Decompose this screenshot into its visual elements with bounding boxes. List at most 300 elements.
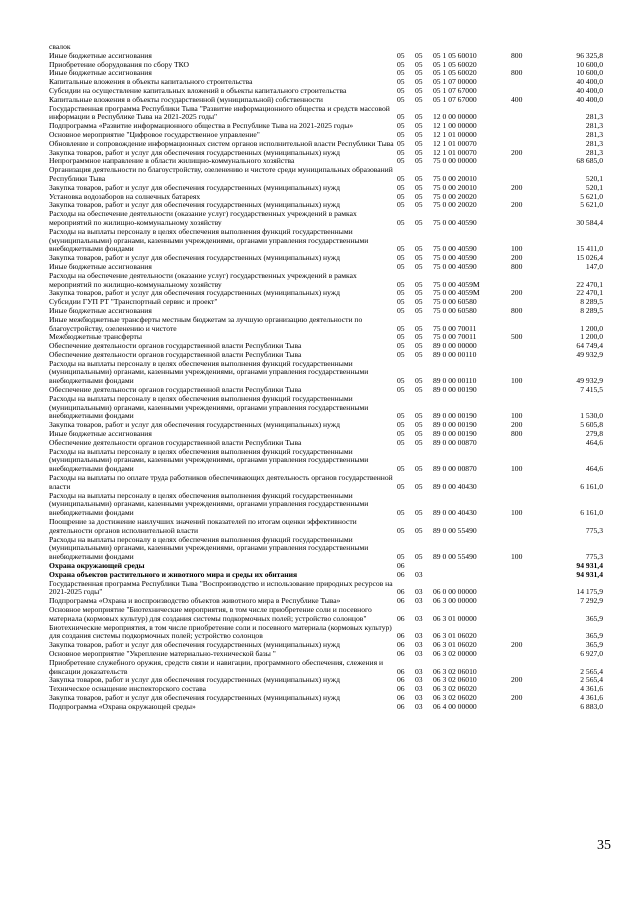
table-row [49,624,605,642]
row-name: Капитальные вложения в объекты капитального строительства [49,77,253,87]
row-amount: 1 200,0 [580,332,603,342]
row-section-code: 05 [397,279,405,289]
row-target-article-code: 05 1 05 60020 [433,68,477,78]
row-expense-type-code: 200 [511,692,523,702]
row-section-code: 05 [397,173,405,183]
row-section-code: 05 [397,261,405,271]
row-subsection-code: 03 [415,631,423,641]
row-target-article-code: 75 0 00 40590 [433,217,477,227]
row-name: Расходы на выплаты персоналу в целях обеспечения выполнения функций государственными (муниципальными) органами, казенными учреждениями, органами управления государственными внебюджетными фондами [49,490,369,518]
table-row [49,703,605,712]
row-amount: 68 685,0 [576,156,603,166]
row-name: Охрана окружающей среды [49,561,145,571]
row-expense-type-code: 200 [511,420,523,430]
row-section-code: 05 [397,323,405,333]
row-subsection-code: 05 [415,50,423,60]
row-section-code: 05 [397,147,405,157]
row-subsection-code: 05 [415,437,423,447]
row-subsection-code: 05 [415,112,423,122]
row-amount: 40 400,0 [576,77,603,87]
row-subsection-code: 05 [415,200,423,210]
table-row [49,166,605,184]
row-subsection-code: 03 [415,648,423,658]
row-expense-type-code: 400 [511,94,523,104]
row-name: Субсидии на осуществление капитальных вложений в объекты капитального строительства [49,85,347,95]
row-name: Закупка товаров, работ и услуг для обеспечения государственных (муниципальных) нужд [49,640,340,650]
row-expense-type-code: 100 [511,552,523,562]
row-section-code: 06 [397,684,405,694]
table-row [49,492,605,518]
row-section-code: 05 [397,420,405,430]
row-subsection-code: 05 [415,138,423,148]
table-row [49,105,605,123]
row-name: Государственная программа Республики Тыва "Воспроизводство и использование природных ресурсов на 2021-2025 годы" [49,578,393,597]
row-subsection-code: 05 [415,464,423,474]
row-name: Закупка товаров, работ и услуг для обеспечения государственных (муниципальных) нужд [49,182,340,192]
row-name: Поощрение за достижение наилучших значений показателей по итогам оценки эффективности деятельности органов исполнительной власти [49,517,357,535]
row-expense-type-code: 100 [511,508,523,518]
row-target-article-code: 75 0 00 20010 [433,173,477,183]
row-amount: 520,1 [585,182,603,192]
row-subsection-code: 05 [415,147,423,157]
row-expense-type-code: 800 [511,261,523,271]
row-section-code: 05 [397,77,405,87]
row-name: Закупка товаров, работ и услуг для обеспечения государственных (муниципальных) нужд [49,288,340,298]
row-name: Расходы на обеспечение деятельности (оказание услуг) государственных учреждений в рамках мероприятий по жилищно-коммунальному хозяйству [49,270,357,289]
row-section-code: 05 [397,349,405,359]
row-target-article-code: 89 0 00 00000 [433,341,477,351]
row-target-article-code: 06 4 00 00000 [433,701,477,711]
row-subsection-code: 03 [415,701,423,711]
row-target-article-code: 89 0 00 00870 [433,437,477,447]
row-target-article-code: 89 0 00 00190 [433,385,477,395]
row-target-article-code: 05 1 05 60020 [433,59,477,69]
row-name: Организация деятельности по благоустройству, озеленению и чистоте среди муниципальных образований Республики Тыва [49,165,393,183]
row-target-article-code: 12 1 01 00000 [433,129,477,139]
row-subsection-code: 05 [415,59,423,69]
row-target-article-code: 75 0 00 40590 [433,244,477,254]
row-amount: 365,9 [585,613,603,623]
row-target-article-code: 06 3 01 06020 [433,631,477,641]
row-expense-type-code: 200 [511,675,523,685]
row-amount: 464,6 [585,437,603,447]
row-name: Обновление и сопровождение информационных систем органов исполнительной власти Республики Тыва [49,138,394,148]
row-section-code: 06 [397,613,405,623]
row-target-article-code: 89 0 00 55490 [433,552,477,562]
row-amount: 64 749,4 [576,341,603,351]
row-target-article-code: 75 0 00 40590 [433,261,477,271]
row-section-code: 05 [397,508,405,518]
row-amount: 8 289,5 [580,297,603,307]
row-amount: 281,3 [585,129,603,139]
row-target-article-code: 75 0 00 40590 [433,253,477,263]
row-section-code: 05 [397,288,405,298]
table-row [49,228,605,254]
row-amount: 281,3 [585,147,603,157]
row-section-code: 05 [397,332,405,342]
row-name: Расходы на обеспечение деятельности (оказание услуг) государственных учреждений в рамках мероприятий по жилищно-коммунальному хозяйству [49,209,357,227]
row-name: Капитальные вложения в объекты государственной (муниципальной) собственности [49,94,323,104]
row-section-code: 06 [397,648,405,658]
row-amount: 147,0 [585,261,603,271]
row-expense-type-code: 800 [511,50,523,60]
row-amount: 4 361,6 [580,692,603,702]
row-target-article-code: 75 0 00 4059М [433,279,480,289]
row-name: Непрограммное направление в области жилищно-коммунального хозяйства [49,156,295,166]
row-subsection-code: 03 [415,640,423,650]
row-target-article-code: 89 0 00 00190 [433,429,477,439]
row-name: Обеспечение деятельности органов государственной власти Республики Тыва [49,437,302,447]
row-section-code: 05 [397,525,405,535]
row-name: Иные бюджетные ассигнования [49,261,152,271]
row-amount: 2 565,4 [580,666,603,676]
row-name: Закупка товаров, работ и услуг для обеспечения государственных (муниципальных) нужд [49,253,340,263]
row-expense-type-code: 800 [511,429,523,439]
row-amount: 1 530,0 [580,411,603,421]
row-amount: 5 621,0 [580,200,603,210]
row-subsection-code: 05 [415,68,423,78]
row-subsection-code: 05 [415,552,423,562]
row-section-code: 06 [397,692,405,702]
row-subsection-code: 05 [415,323,423,333]
row-name: Биотехнические мероприятия, в том числе приобретение соли и посевного материала (кормовых культур) для создания системы подкормочных полей; устройство солонцов [49,622,392,641]
row-subsection-code: 05 [415,129,423,139]
row-section-code: 06 [397,569,405,579]
row-name: Закупка товаров, работ и услуг для обеспечения государственных (муниципальных) нужд [49,420,340,430]
row-section-code: 06 [397,640,405,650]
row-target-article-code: 89 0 00 00870 [433,464,477,474]
row-section-code: 05 [397,129,405,139]
row-target-article-code: 05 1 07 00000 [433,77,477,87]
row-amount: 6 883,0 [580,701,603,711]
row-section-code: 05 [397,305,405,315]
row-subsection-code: 05 [415,376,423,386]
row-name: Иные бюджетные ассигнования [49,50,152,60]
budget-table [49,43,605,712]
row-subsection-code: 05 [415,332,423,342]
row-section-code: 05 [397,297,405,307]
row-name: Государственная программа Республики Тыва "Развитие информационного общества и средств массовой информации в Республике Тыва на 2021-2025 годы" [49,103,390,122]
row-name: Основное мероприятие "Укрепление материально-технической базы " [49,648,276,658]
row-subsection-code: 05 [415,349,423,359]
row-section-code: 05 [397,253,405,263]
row-target-article-code: 06 3 02 06020 [433,692,477,702]
row-name: Техническое оснащение инспекторского состава [49,684,206,694]
row-name: Иные межбюджетные трансферты местным бюджетам за лучшую организацию деятельности по благоустройству, озеленению и чистоте [49,314,363,333]
row-subsection-code: 05 [415,279,423,289]
row-subsection-code: 05 [415,341,423,351]
row-amount: 10 600,0 [576,68,603,78]
row-section-code: 05 [397,341,405,351]
row-subsection-code: 05 [415,508,423,518]
row-name: Основное мероприятие "Биотехнические мероприятия, в том числе приобретение соли и посевного материала (кормовых культур) для создания системы подкормочных полей; устройство солонцов" [49,605,372,623]
row-expense-type-code: 100 [511,376,523,386]
row-amount: 94 931,4 [576,561,603,571]
row-subsection-code: 03 [415,666,423,676]
row-target-article-code: 06 3 02 06020 [433,684,477,694]
row-amount: 281,3 [585,138,603,148]
row-amount: 15 026,4 [576,253,603,263]
row-target-article-code: 75 0 00 20020 [433,191,477,201]
row-target-article-code: 12 0 00 00000 [433,112,477,122]
row-target-article-code: 12 1 00 00000 [433,121,477,131]
table-row [49,518,605,536]
row-section-code: 06 [397,596,405,606]
row-amount: 2 565,4 [580,675,603,685]
row-subsection-code: 05 [415,288,423,298]
row-expense-type-code: 100 [511,244,523,254]
row-target-article-code: 12 1 01 00070 [433,147,477,157]
row-name: Обеспечение деятельности органов государственной власти Республики Тыва [49,341,302,351]
row-name: Расходы на выплаты персоналу в целях обеспечения выполнения функций государственными (муниципальными) органами, казенными учреждениями, органами управления государственными внебюджетными фондами [49,226,369,254]
row-section-code: 06 [397,561,405,571]
row-subsection-code: 05 [415,244,423,254]
row-subsection-code: 05 [415,94,423,104]
row-section-code: 06 [397,701,405,711]
row-amount: 7 292,9 [580,596,603,606]
row-amount: 6 161,0 [580,508,603,518]
row-section-code: 06 [397,631,405,641]
row-target-article-code: 06 3 02 06010 [433,675,477,685]
table-row [49,272,605,290]
row-amount: 775,3 [585,552,603,562]
row-section-code: 05 [397,156,405,166]
table-row [49,606,605,624]
row-target-article-code: 75 0 00 70011 [433,332,477,342]
row-section-code: 05 [397,385,405,395]
row-section-code: 05 [397,94,405,104]
row-subsection-code: 05 [415,217,423,227]
row-target-article-code: 06 3 01 06020 [433,640,477,650]
row-subsection-code: 05 [415,481,423,491]
table-row [49,210,605,228]
row-name: Охрана объектов растительного и животного мира и среды их обитания [49,569,298,579]
row-name: Обеспечение деятельности органов государственной власти Республики Тыва [49,349,302,359]
row-subsection-code: 05 [415,420,423,430]
row-amount: 279,8 [585,429,603,439]
row-target-article-code: 89 0 00 00110 [433,376,477,386]
row-amount: 4 361,6 [580,684,603,694]
row-target-article-code: 75 0 00 4059М [433,288,480,298]
row-expense-type-code: 200 [511,640,523,650]
row-name: Обеспечение деятельности органов государственной власти Республики Тыва [49,385,302,395]
row-subsection-code: 03 [415,596,423,606]
row-target-article-code: 06 3 01 00000 [433,613,477,623]
row-name: Закупка товаров, работ и услуг для обеспечения государственных (муниципальных) нужд [49,692,340,702]
row-target-article-code: 12 1 01 00070 [433,138,477,148]
row-subsection-code: 05 [415,385,423,395]
row-name: Приобретение служебного оружия, средств связи и навигации, программного обеспечения, слежения и фиксации доказательств [49,657,384,676]
row-target-article-code: 75 0 00 70011 [433,323,477,333]
row-name: Закупка товаров, работ и услуг для обеспечения государственных (муниципальных) нужд [49,675,340,685]
table-row [49,448,605,474]
table-row [49,474,605,492]
row-amount: 40 400,0 [576,85,603,95]
row-section-code: 05 [397,411,405,421]
row-amount: 49 932,9 [576,349,603,359]
row-amount: 10 600,0 [576,59,603,69]
row-target-article-code: 75 0 00 20010 [433,182,477,192]
row-section-code: 05 [397,464,405,474]
row-name: Подпрограмма «Охрана и воспроизводство объектов животного мира в Республике Тыва» [49,596,341,606]
table-row [49,536,605,562]
row-amount: 6 927,0 [580,648,603,658]
row-amount: 365,9 [585,640,603,650]
row-amount: 7 415,5 [580,385,603,395]
row-expense-type-code: 200 [511,253,523,263]
row-amount: 30 584,4 [576,217,603,227]
row-name: Расходы на выплаты персоналу в целях обеспечения выполнения функций государственными (муниципальными) органами, казенными учреждениями, органами управления государственными внебюджетными фондами [49,534,369,562]
row-expense-type-code: 100 [511,464,523,474]
row-section-code: 05 [397,50,405,60]
row-subsection-code: 05 [415,429,423,439]
row-subsection-code: 05 [415,121,423,131]
row-expense-type-code: 500 [511,332,523,342]
row-subsection-code: 05 [415,156,423,166]
row-name: Закупка товаров, работ и услуг для обеспечения государственных (муниципальных) нужд [49,147,340,157]
row-expense-type-code: 200 [511,182,523,192]
row-section-code: 05 [397,429,405,439]
row-amount: 6 161,0 [580,481,603,491]
row-name: Расходы на выплаты персоналу в целях обеспечения выполнения функций государственными (муниципальными) органами, казенными учреждениями, органами управления государственными внебюджетными фондами [49,358,369,386]
row-target-article-code: 75 0 00 60580 [433,297,477,307]
row-amount: 464,6 [585,464,603,474]
row-name: Расходы на выплаты персоналу в целях обеспечения выполнения функций государственными (муниципальными) органами, казенными учреждениями, органами управления государственными внебюджетными фондами [49,446,369,474]
row-target-article-code: 89 0 00 55490 [433,525,477,535]
row-section-code: 05 [397,112,405,122]
row-section-code: 05 [397,138,405,148]
row-target-article-code: 89 0 00 00110 [433,349,477,359]
row-amount: 281,3 [585,121,603,131]
row-section-code: 05 [397,68,405,78]
row-section-code: 06 [397,666,405,676]
row-name: Субсидии ГУП РТ "Транспортный сервис и проект" [49,297,218,307]
row-name: Расходы на выплаты персоналу в целях обеспечения выполнения функций государственными (муниципальными) органами, казенными учреждениями, органами управления государственными внебюджетными фондами [49,393,369,421]
row-name: Установка водозаборов на солнечных батареях [49,191,201,201]
row-expense-type-code: 200 [511,200,523,210]
row-amount: 40 400,0 [576,94,603,104]
row-target-article-code: 05 1 07 67000 [433,85,477,95]
row-expense-type-code: 200 [511,147,523,157]
row-target-article-code: 05 1 05 60010 [433,50,477,60]
row-section-code: 05 [397,217,405,227]
row-section-code: 05 [397,182,405,192]
row-amount: 520,1 [585,173,603,183]
row-section-code: 05 [397,200,405,210]
row-target-article-code: 75 0 00 20020 [433,200,477,210]
row-target-article-code: 89 0 00 00190 [433,411,477,421]
row-target-article-code: 06 3 02 06010 [433,666,477,676]
row-name: Межбюджетные трансферты [49,332,142,342]
row-subsection-code: 05 [415,253,423,263]
row-target-article-code: 06 0 00 00000 [433,587,477,597]
row-amount: 49 932,9 [576,376,603,386]
row-name: Расходы на выплаты по оплате труда работников обеспечивающих деятельность органов государственной власти [49,473,393,491]
row-expense-type-code: 800 [511,305,523,315]
row-amount: 8 289,5 [580,305,603,315]
table-row [49,360,605,386]
row-name: свалок [49,42,71,51]
row-expense-type-code: 100 [511,411,523,421]
page-number: 35 [597,838,611,853]
row-section-code: 05 [397,552,405,562]
row-subsection-code: 05 [415,525,423,535]
row-subsection-code: 03 [415,613,423,623]
row-section-code: 05 [397,437,405,447]
row-expense-type-code: 800 [511,68,523,78]
table-row [49,659,605,677]
row-subsection-code: 05 [415,411,423,421]
row-subsection-code: 05 [415,191,423,201]
row-subsection-code: 05 [415,77,423,87]
row-section-code: 05 [397,481,405,491]
row-subsection-code: 05 [415,173,423,183]
row-amount: 22 470,1 [576,288,603,298]
row-target-article-code: 75 0 00 00000 [433,156,477,166]
row-amount: 281,3 [585,112,603,122]
row-section-code: 05 [397,244,405,254]
row-amount: 5 605,8 [580,420,603,430]
row-target-article-code: 89 0 00 40430 [433,481,477,491]
row-section-code: 05 [397,121,405,131]
row-amount: 15 411,0 [576,244,603,254]
row-name: Иные бюджетные ассигнования [49,429,152,439]
row-amount: 94 931,4 [576,569,603,579]
row-section-code: 06 [397,675,405,685]
row-amount: 365,9 [585,631,603,641]
row-subsection-code: 05 [415,85,423,95]
row-section-code: 06 [397,587,405,597]
row-subsection-code: 05 [415,305,423,315]
row-target-article-code: 89 0 00 40430 [433,508,477,518]
row-subsection-code: 03 [415,587,423,597]
row-name: Подпрограмма «Охрана окружающей среды» [49,701,196,711]
row-subsection-code: 05 [415,261,423,271]
row-expense-type-code: 200 [511,288,523,298]
table-row [49,395,605,421]
row-name: Иные бюджетные ассигнования [49,305,152,315]
row-amount: 22 470,1 [576,279,603,289]
row-name: Закупка товаров, работ и услуг для обеспечения государственных (муниципальных) нужд [49,200,340,210]
row-target-article-code: 05 1 07 67000 [433,94,477,104]
row-subsection-code: 03 [415,569,423,579]
row-amount: 14 175,9 [576,587,603,597]
row-target-article-code: 89 0 00 00190 [433,420,477,430]
row-name: Подпрограмма «Развитие информационного общества в Республике Тыва на 2021-2025 годы» [49,121,354,131]
row-target-article-code: 75 0 00 60580 [433,305,477,315]
row-name: Иные бюджетные ассигнования [49,68,152,78]
row-subsection-code: 05 [415,182,423,192]
row-section-code: 05 [397,191,405,201]
row-amount: 5 621,0 [580,191,603,201]
row-section-code: 05 [397,59,405,69]
row-section-code: 05 [397,376,405,386]
row-name: Основное мероприятие "Цифровое государственное управление" [49,129,260,139]
row-target-article-code: 06 3 00 00000 [433,596,477,606]
row-section-code: 05 [397,85,405,95]
row-target-article-code: 06 3 02 00000 [433,648,477,658]
row-subsection-code: 03 [415,675,423,685]
row-name: Приобретение оборудования по сбору ТКО [49,59,190,69]
row-subsection-code: 03 [415,684,423,694]
table-row [49,580,605,598]
row-amount: 96 325,8 [576,50,603,60]
row-amount: 775,3 [585,525,603,535]
row-subsection-code: 05 [415,297,423,307]
table-row [49,316,605,334]
row-amount: 1 200,0 [580,323,603,333]
row-subsection-code: 03 [415,692,423,702]
